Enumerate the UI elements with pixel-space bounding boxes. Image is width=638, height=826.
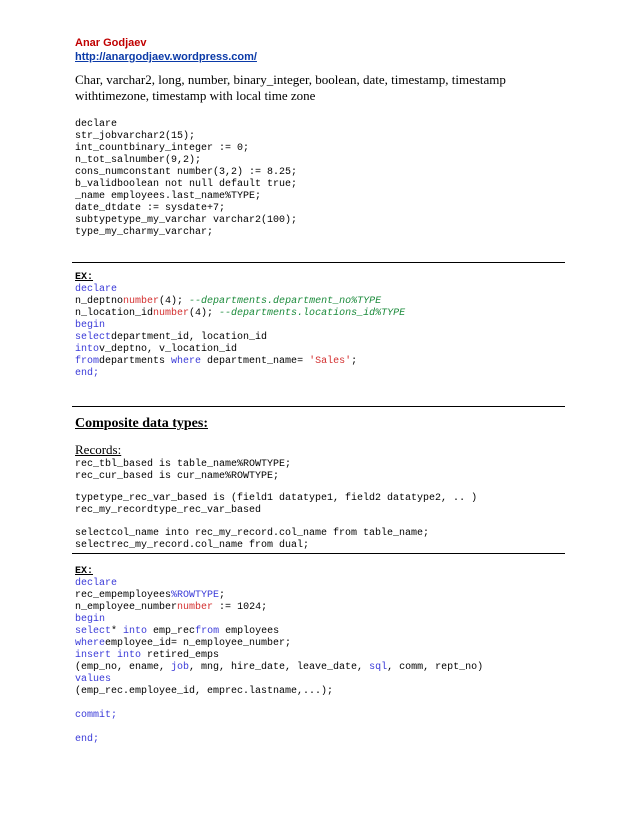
blog-link[interactable]: http://anargodjaev.wordpress.com/: [75, 51, 257, 63]
code-token: retired_emps: [141, 650, 220, 661]
code-line: cons_numconstant number(3,2) := 8.25;: [75, 167, 298, 178]
records-code-a: [75, 459, 291, 483]
code-token: 1024: [237, 602, 262, 613]
example-label: EX:: [75, 566, 94, 577]
example-2-code: [75, 566, 483, 746]
code-comment: --departments.locations_id%TYPE: [219, 308, 406, 319]
code-token: departments: [99, 356, 172, 367]
code-token: , mng, hire_date, leave_date,: [189, 662, 370, 673]
code-token: department_name=: [201, 356, 310, 367]
code-line: rec_tbl_based is table_name%ROWTYPE;: [75, 459, 292, 470]
code-line: end;: [75, 734, 100, 745]
code-token: number: [153, 308, 190, 319]
code-line: [75, 344, 405, 356]
code-keyword: %ROWTYPE: [171, 590, 220, 601]
code-keyword: insert: [75, 650, 112, 661]
composite-heading: Composite data types:: [75, 416, 208, 431]
code-line: [75, 638, 483, 650]
code-token: (4);: [189, 308, 220, 319]
divider: [72, 553, 565, 554]
divider: [72, 262, 565, 263]
code-keyword: into: [117, 650, 142, 661]
example-label: EX:: [75, 272, 94, 283]
code-line: begin: [75, 614, 106, 625]
example-1-code: [75, 272, 405, 380]
code-token: number: [177, 602, 214, 613]
code-line: rec_cur_based is cur_name%ROWTYPE;: [75, 471, 280, 482]
code-keyword: where: [75, 638, 106, 649]
blank-line: [75, 698, 483, 710]
code-token: n_employee_number: [75, 602, 178, 613]
code-token: :=: [213, 602, 238, 613]
code-string: 'Sales': [309, 356, 352, 367]
code-line: selectcol_name into rec_my_record.col_name from table_name;: [75, 528, 430, 539]
code-token: ;: [219, 590, 226, 601]
code-line: str_jobvarchar2(15);: [75, 131, 196, 142]
code-keyword: sql: [369, 662, 388, 673]
code-line: typetype_rec_var_based is (field1 datatype1, field2 datatype2, .. ): [75, 493, 478, 504]
code-line: (emp_rec.employee_id, emprec.lastname,...);: [75, 686, 334, 697]
code-token: *: [111, 626, 124, 637]
data-types-intro: Char, varchar2, long, number, binary_integer, boolean, date, timestamp, timestamp withtimezone, timestamp with local time zone: [75, 72, 506, 103]
code-line: end;: [75, 368, 100, 379]
code-token: employees: [219, 626, 280, 637]
code-line: [75, 602, 483, 614]
code-keyword: select: [75, 332, 112, 343]
code-line: [75, 650, 483, 662]
code-line: [75, 332, 405, 344]
code-token: ;: [351, 356, 358, 367]
code-token: (4);: [159, 296, 190, 307]
code-line: declare: [75, 578, 118, 589]
author-name: Anar Godjaev: [75, 37, 147, 49]
code-line: subtypetype_my_varchar varchar2(100);: [75, 215, 298, 226]
code-keyword: into: [75, 344, 100, 355]
code-keyword: from: [195, 626, 220, 637]
code-token: department_id, location_id: [111, 332, 268, 343]
code-token: ;: [261, 602, 268, 613]
code-line: _name employees.last_name%TYPE;: [75, 191, 262, 202]
code-line: type_my_charmy_varchar;: [75, 227, 214, 238]
code-line: [75, 308, 405, 320]
code-line: declare: [75, 284, 118, 295]
code-token: , comm, rept_no): [387, 662, 484, 673]
code-line: selectrec_my_record.col_name from dual;: [75, 540, 310, 551]
code-comment: --departments.department_no%TYPE: [189, 296, 382, 307]
code-token: emp_rec: [147, 626, 196, 637]
code-token: n_location_id: [75, 308, 154, 319]
code-line: [75, 626, 483, 638]
code-line: b_validboolean not null default true;: [75, 179, 298, 190]
code-token: employees: [117, 590, 172, 601]
code-token: v_deptno, v_location_id: [99, 344, 238, 355]
divider: [72, 406, 565, 407]
code-line: int_countbinary_integer := 0;: [75, 143, 250, 154]
code-line: begin: [75, 320, 106, 331]
code-line: [75, 590, 483, 602]
code-token: employee_id= n_employee_number;: [105, 638, 292, 649]
code-line: date_dtdate := sysdate+7;: [75, 203, 226, 214]
code-line: n_tot_salnumber(9,2);: [75, 155, 202, 166]
code-keyword: where: [171, 356, 202, 367]
declare-code-block: [75, 119, 297, 239]
code-keyword: select: [75, 626, 112, 637]
code-keyword: into: [123, 626, 148, 637]
code-line: values: [75, 674, 112, 685]
blank-line: [75, 722, 483, 734]
records-subheading: Records:: [75, 442, 122, 457]
code-keyword: job: [171, 662, 190, 673]
code-token: n_deptno: [75, 296, 124, 307]
code-line: commit;: [75, 710, 118, 721]
code-line: declare: [75, 119, 118, 130]
records-code-c: [75, 528, 429, 552]
code-line: rec_my_recordtype_rec_var_based: [75, 505, 262, 516]
code-token: (emp_no, ename,: [75, 662, 172, 673]
code-token: number: [123, 296, 160, 307]
code-line: [75, 356, 405, 368]
code-keyword: from: [75, 356, 100, 367]
code-token: rec_emp: [75, 590, 118, 601]
records-code-b: [75, 493, 477, 517]
code-line: [75, 296, 405, 308]
code-line: [75, 662, 483, 674]
